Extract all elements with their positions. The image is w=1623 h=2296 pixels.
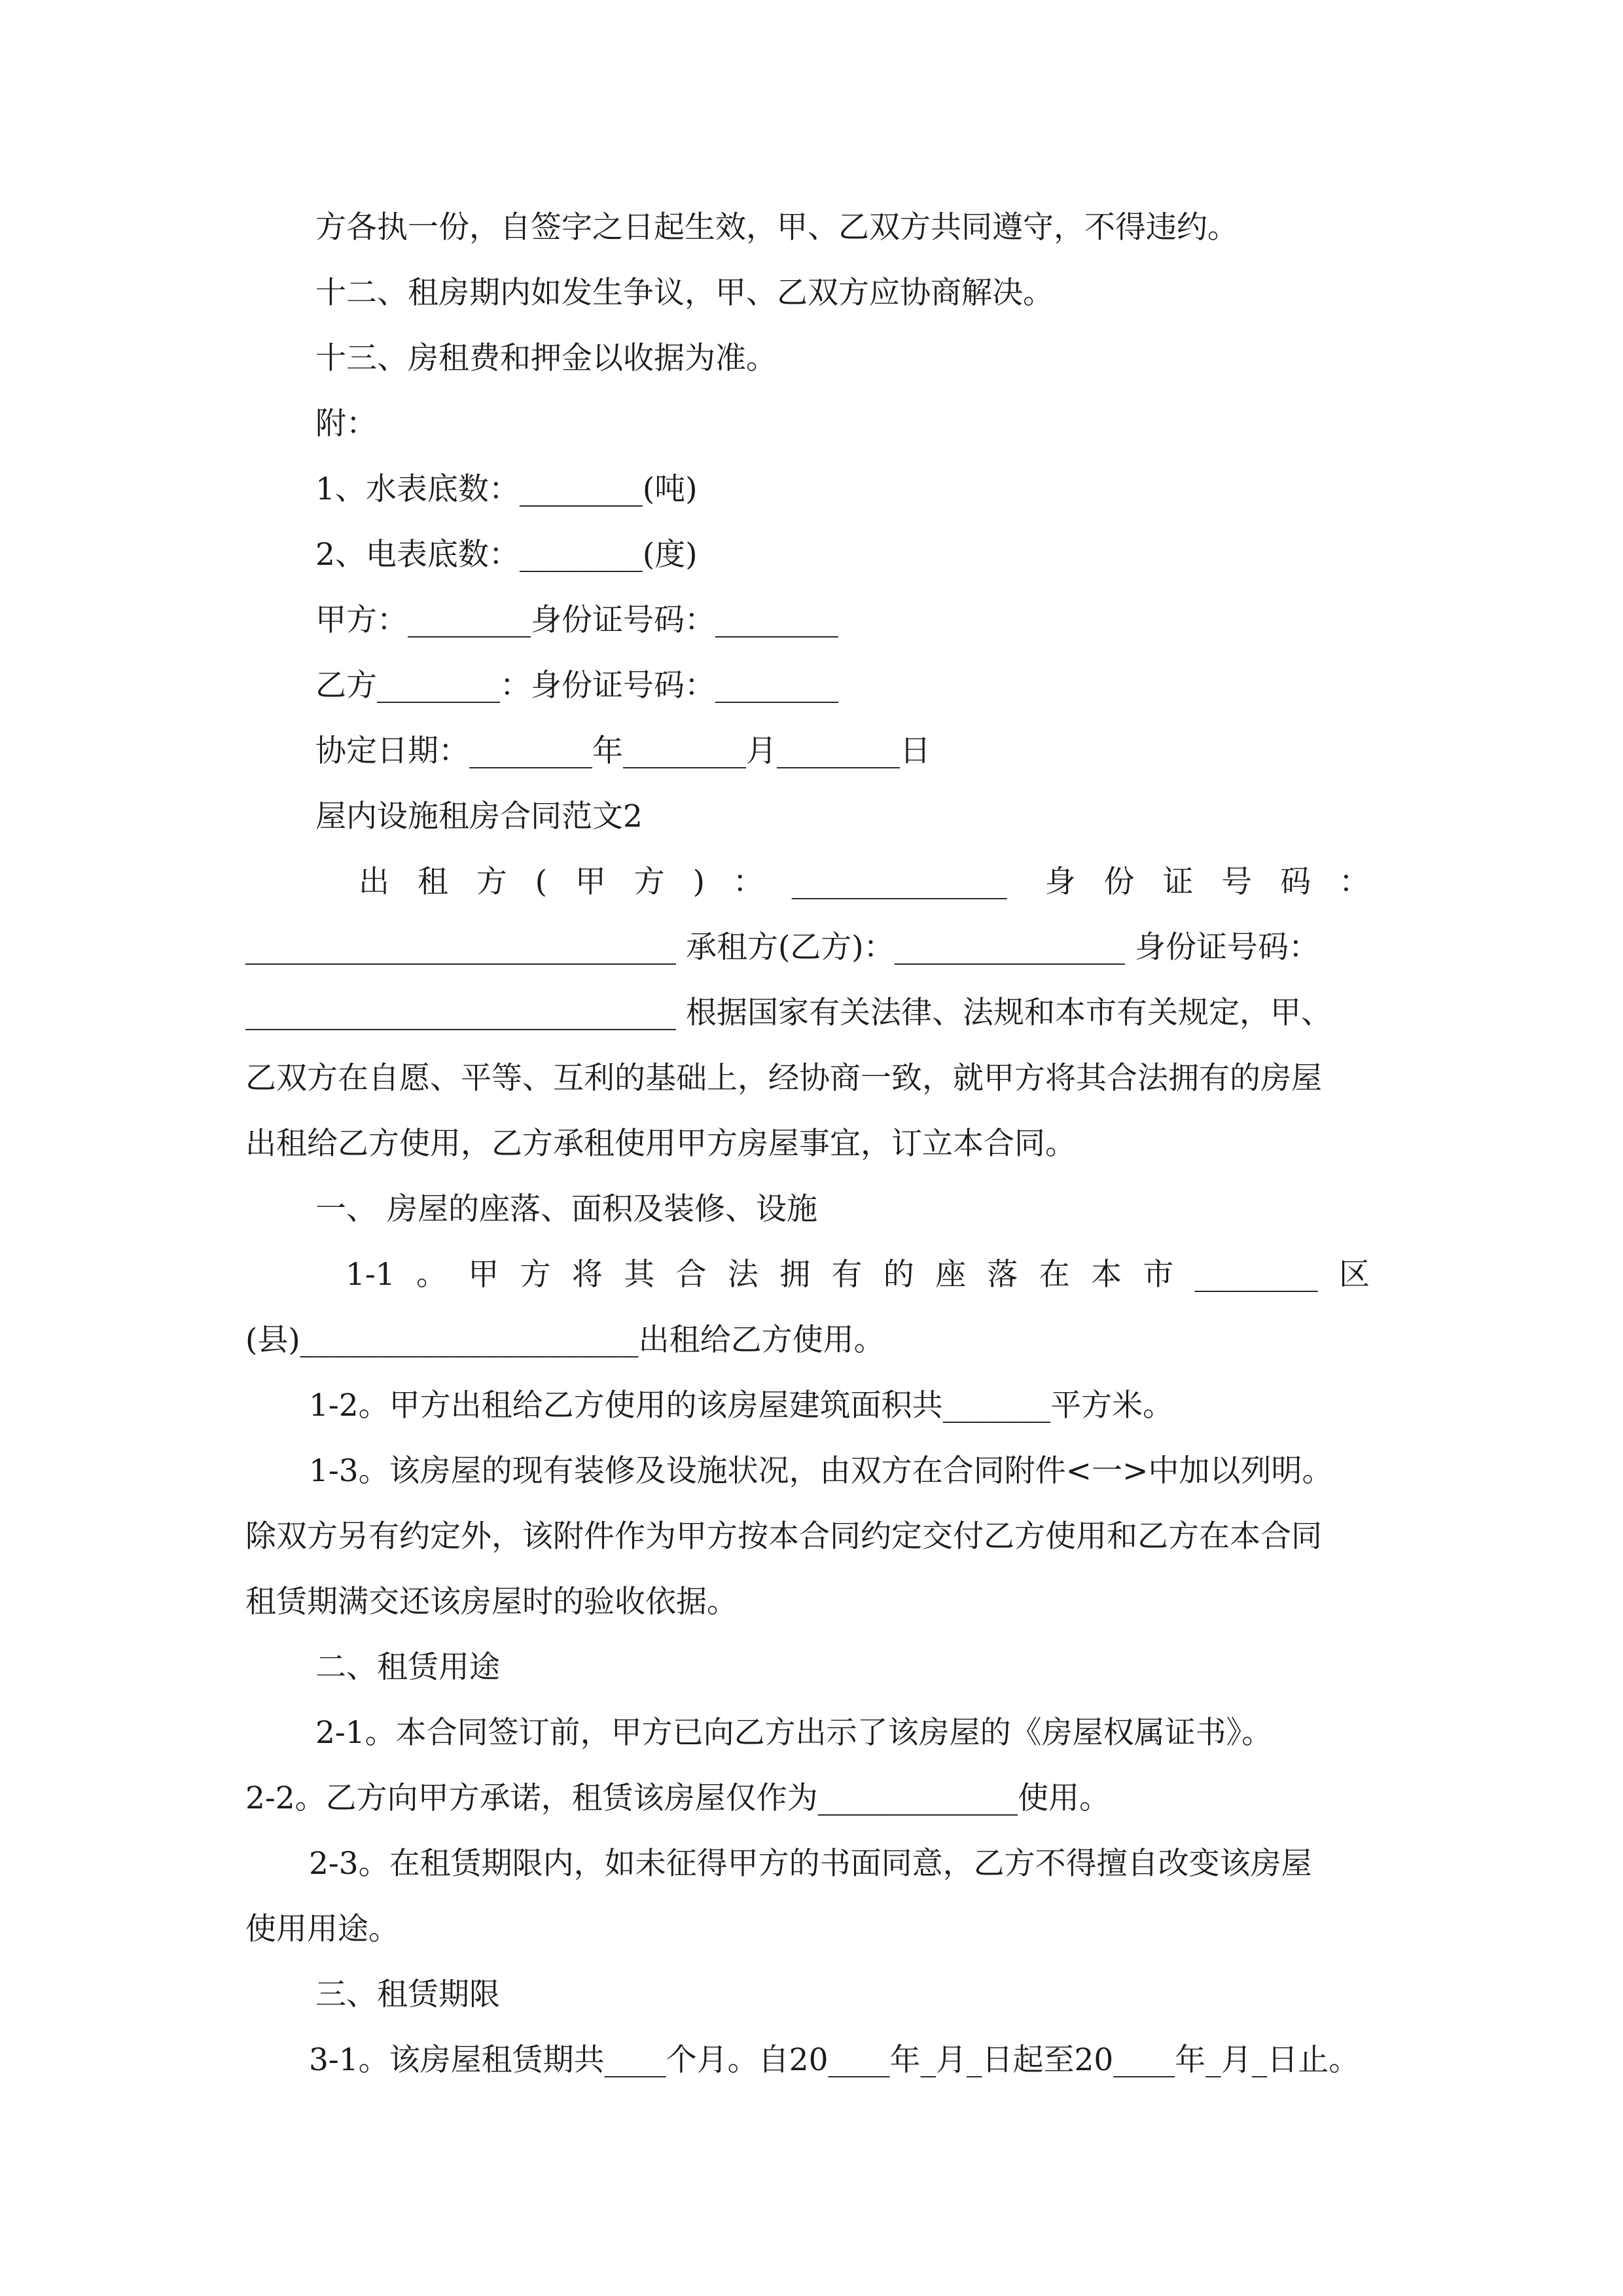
text-line: 出租给乙方使用，乙方承租使用甲方房屋事宜，订立本合同。: [245, 1126, 1076, 1162]
text-line: 2-3。在租赁期限内，如未征得甲方的书面同意，乙方不得擅自改变该房屋: [309, 1846, 1312, 1882]
text-line: 1、水表底数：________(吨): [315, 471, 698, 507]
text-line: 1-1。甲方将其合法拥有的座落在本市________区: [346, 1257, 1370, 1293]
text-line: 使用用途。: [245, 1911, 399, 1947]
text-line: 1-3。该房屋的现有装修及设施状况，由双方在合同附件<一>中加以列明。: [309, 1453, 1333, 1489]
text-line: 甲方：________身份证号码：________: [315, 602, 838, 638]
text-line: ____________________________ 承租方(乙方)：_______________ 身份证号码：: [245, 929, 1320, 965]
section-heading: 一、 房屋的座落、面积及装修、设施: [315, 1191, 817, 1227]
section-heading: 二、租赁用途: [315, 1649, 500, 1685]
text-line: 1-2。甲方出租给乙方使用的该房屋建筑面积共_______平方米。: [309, 1388, 1174, 1424]
text-line: 方各执一份，自签字之日起生效，甲、乙双方共同遵守，不得违约。: [315, 209, 1238, 245]
text-line: (县)______________________出租给乙方使用。: [245, 1322, 885, 1358]
text-line: 2-2。乙方向甲方承诺，租赁该房屋仅作为_____________使用。: [245, 1780, 1111, 1816]
text-line: 3-1。该房屋租赁期共____个月。自20____年_月_日起至20____年_月_日止。: [309, 2042, 1360, 2078]
text-line: 2-1。本合同签订前，甲方已向乙方出示了该房屋的《房屋权属证书》。: [315, 1715, 1273, 1751]
text-line: 租赁期满交还该房屋时的验收依据。: [245, 1584, 738, 1620]
section-heading: 三、租赁期限: [315, 1977, 500, 2013]
text-line: 2、电表底数：________(度): [315, 537, 698, 573]
text-line: 乙方________：身份证号码：________: [315, 668, 838, 704]
text-line: 乙双方在自愿、平等、互利的基础上，经协商一致，就甲方将其合法拥有的房屋: [245, 1060, 1322, 1096]
text-line: 出租方(甲方)：______________ 身份证号码：: [359, 864, 1370, 900]
text-line: 附：: [315, 406, 377, 442]
section-heading: 屋内设施租房合同范文2: [315, 798, 643, 834]
text-line: 协定日期：________年________月________日: [315, 733, 931, 769]
text-line: ____________________________ 根据国家有关法律、法规和本市有关规定，甲、: [245, 995, 1332, 1031]
text-line: 十三、房租费和押金以收据为准。: [315, 340, 777, 376]
text-line: 除双方另有约定外，该附件作为甲方按本合同约定交付乙方使用和乙方在本合同: [245, 1518, 1322, 1554]
text-line: 十二、租房期内如发生争议，甲、乙双方应协商解决。: [315, 275, 1054, 311]
